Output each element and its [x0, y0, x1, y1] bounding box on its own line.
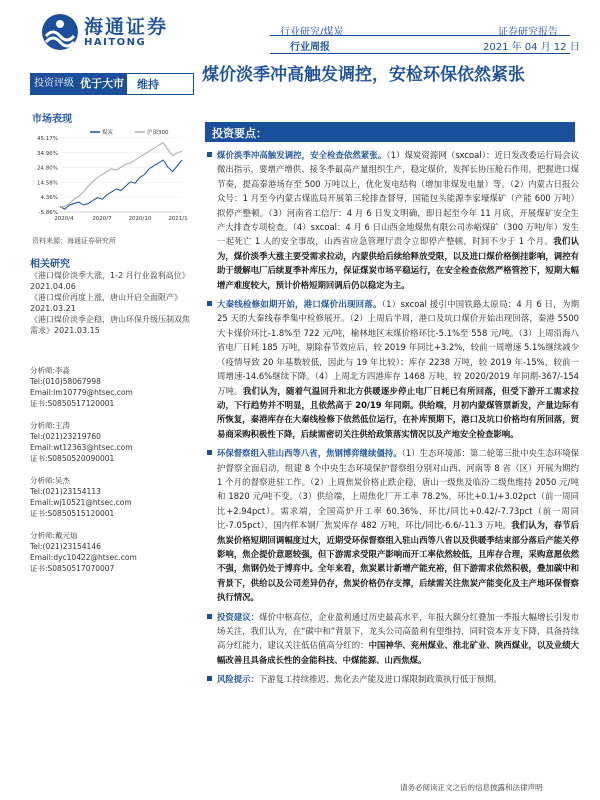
key-point-text: （1）sxcoal 援引中国铁路太原局：4 月 6 日，为期 25 天的大秦线春季集中检修展开。（2）上周后半周，港口及坑口煤价开始出现回落，秦港 5500 大卡煤价环比-1.8%至 722 元/吨，榆林地区末煤价格环比-5.1%至 558 元/吨。（3）上周沿海八省电厂日耗 185 万吨，剔除春节效应后，较 2019 年同比+3.2%，较前一周增速 5.1%继续减少（疫情导致 20 年基数较低，因此与 19 年比较）；库存 2238 万吨，较 2019 年-15%，较前一周增速-14.6%继续下降。（4）上周北方四港库存 1468 万吨，较 2020/2019 年同期-367/-154 万吨。	[217, 299, 579, 396]
x-tick-label: 2020/7	[92, 216, 112, 222]
analyst-tel: Tel:(010)58067998	[30, 377, 101, 386]
haitong-logo-icon	[40, 12, 80, 52]
key-points-body	[207, 148, 579, 692]
analyst-block	[30, 365, 194, 409]
key-point-text: 煤价中枢高位，企业盈利通过历史最高水平，年报大额分红叠加一季报大幅增长引发市场关注，我们认为，在“碳中和”背景下，龙头公司高盈利有望维持，同时资本开支下降，具备持续高分红能力，建议关注低估值高分红的：	[217, 611, 580, 651]
related-item[interactable]: 《港口煤价淡季大涨，1-2 月行业盈利高位》2021.04.06	[30, 271, 190, 291]
related-research-list	[30, 270, 194, 336]
report-header	[0, 0, 600, 62]
company-logo	[40, 12, 200, 56]
key-point-paragraph	[207, 446, 579, 604]
analyst-email[interactable]: Email:wj10521@htsec.com	[30, 498, 132, 507]
key-point-conclusion: 我们认为，春节后焦炭价格短期回调幅度过大，近期受环保督察组入驻山西等八省以及供暖季结束部分落后产能关停影响，焦企提价意愿较强，但下游需求受限产影响而开工率依然较低，且库存合理，采购意愿依然不强，焦钢仍处于博弈中。全年来看，焦炭累计新增产能充裕，但下游需求依然积极，叠加碳中和背景下，供给以及公司差异仍存，焦炭价格仍存支撑，后续需关注焦炭产能变化及主产地环保督察执行情况。	[217, 520, 579, 603]
report-category: 行业研究/煤炭	[280, 27, 344, 38]
y-tick-label: 4.36%	[40, 195, 58, 202]
market-performance-title: 市场表现	[32, 114, 72, 125]
related-research-title: 相关研究	[30, 259, 70, 270]
x-tick-label: 2020/4	[54, 216, 74, 222]
x-tick-label: 2021/1	[168, 216, 188, 222]
rating-value: 优于大市	[77, 74, 127, 94]
analyst-block	[30, 475, 194, 519]
key-point-paragraph	[207, 297, 579, 441]
analyst-cert: 证书:S0850515120001	[30, 509, 115, 518]
logo-english-name: HAITONG	[84, 37, 147, 48]
series-line	[60, 143, 182, 208]
key-point-conclusion: 我们认为，煤价淡季大涨主要受需求拉动，内蒙供给后续给释放受限，以及进口煤价格倒挂影响，调控有助于缓解电厂后续夏季补库压力，保证煤炭市场平稳运行，在安全检查依然严格管控下，短期大幅增产难度较大，预计价格短期回调后仍以稳定为主。	[217, 236, 579, 290]
x-tick-label: 2020/10	[128, 216, 152, 222]
key-points-title: 投资要点：	[212, 127, 267, 140]
key-point-paragraph	[207, 148, 579, 292]
analyst-cert: 证书:S0850517120001	[30, 399, 115, 408]
rating-label: 投资评级	[31, 74, 77, 94]
legend-label: 沪深300	[147, 130, 169, 136]
bullet-icon	[207, 152, 212, 157]
analyst-block	[30, 530, 194, 574]
analyst-name: 分析师:戴元灿	[30, 531, 78, 540]
market-chart-svg	[30, 124, 192, 230]
key-point-heading: 煤价淡季冲高触发调控，安全检查依然紧张。	[217, 150, 387, 160]
key-point-conclusion: 中国神华、兖州煤业、淮北矿业、陕西煤业，以及业绩大幅改善且具备成长性的金能科技、中煤能源、山西焦煤。	[217, 640, 580, 665]
report-title: 煤价淡季冲高触发调控，安检环保依然紧张	[202, 65, 525, 85]
bullet-icon	[207, 676, 212, 681]
key-point-heading: 环保督察组入驻山西等八省，焦钢博弈继续僵持。	[217, 448, 402, 459]
y-tick-label: -5.86%	[38, 210, 58, 216]
related-item[interactable]: 《港口煤价再度上涨，唐山开启全面限产》2021.03.21	[30, 293, 182, 313]
key-point-heading: 投资建议：	[217, 611, 260, 622]
y-tick-label: 24.80%	[37, 165, 58, 172]
legend-label: 煤炭	[102, 130, 114, 136]
key-point-paragraph	[207, 672, 579, 686]
analyst-email[interactable]: Email:wt12363@htsec.com	[30, 443, 133, 452]
key-point-heading: 风险提示：	[217, 674, 259, 685]
bullet-icon	[207, 614, 212, 619]
key-point-text: （1）煤炭资源网（sxcoal）：近日发改委运行局会议微出指示，要增产增供、接冬季最高产量组织生产，稳定煤价，发挥长协压舱石作用，把握进口煤节奏，提高秦港场存至 500 万吨以上，优化发电结构（增加非煤发电量）等。（2）内蒙古日报公众号：1 月至今内蒙古煤监局开展第三轮排查督导，国能包头能源李家壕煤矿（产能 600 万吨）拟停产整顿。（3）河南省工信厅：4 月 6 日发文明确，即日起至今年 11 月底，开展煤矿安全生产大排查专项检查。（4）sxcoal：4 月 6 日山西金地煤焦有限公司赤峪煤矿（300 万吨/年）发生一起死亡 1 人的安全事故，山西省应急管理厅责令立即停产整顿，时间不少于 1 个月。	[217, 150, 580, 247]
key-point-text: （1）生态环境部：第二轮第三批中央生态环境保护督察全面启动，组建 8 个中央生态环境保护督察组分别对山西、河南等 8 省（区）开展为期约 1 个月的督察进驻工作。（2）上周焦炭价格止跌企稳，唐山一级焦及临汾二级焦维持 2050 元/吨和 1820 元/吨不变。（3）供给端，上周焦化厂开工率 78.2%，环比+0.1/+3.02pct（前一周同比+2.94pct）。需求端，全国高炉开工率 60.36%，环比/同比+0.42/-7.73pct（前一周同比-7.05pct），国内样本钢厂焦炭库存 482 万吨，环比/同比-6.6/-11.3 万吨。	[217, 448, 579, 531]
analyst-name: 分析师:王涛	[30, 421, 71, 430]
y-tick-label: 34.96%	[37, 150, 58, 157]
rating-bar	[30, 73, 194, 95]
analyst-tel: Tel:(021)23154146	[30, 542, 101, 551]
related-item[interactable]: 《港口煤价淡季企稳，唐山环保升级压制双焦需求》2021.03.15	[30, 315, 190, 335]
analyst-name: 分析师:李淼	[30, 366, 71, 375]
y-tick-label: 45.17%	[37, 136, 58, 142]
header-divider	[270, 53, 570, 54]
analyst-email[interactable]: Email:lm10779@htsec.com	[30, 388, 133, 397]
analyst-tel: Tel:(021)23154113	[30, 487, 101, 496]
analyst-email[interactable]: Email:dyc10422@htsec.com	[30, 553, 137, 562]
bullet-icon	[207, 450, 212, 455]
key-point-paragraph	[207, 610, 579, 668]
logo-chinese-name: 海通证券	[84, 16, 169, 38]
rating-action: 维持	[137, 78, 159, 91]
key-point-text: 下游复工持续推迟、焦化去产能及进口煤限制政策执行低于预期。	[258, 674, 502, 685]
report-type: 证券研究报告	[498, 27, 558, 38]
analyst-block	[30, 420, 194, 464]
analyst-name: 分析师:吴杰	[30, 476, 71, 485]
market-chart	[30, 124, 192, 230]
key-point-conclusion: 我们认为，随着气温回升和北方供暖逐步停止电厂日耗已有所回落，但受下游开工需求拉动，下行趋势并不明显，且依然高于 20/19 年同期。供给端，月初内蒙煤管票新发，产量边际有所恢复，秦港库存在大秦线检修下依然低位运行，在补库预期下，港口及坑口价格均有所回落，贸易商采购积极性下降，后续需密切关注供给政策落实情况以及产地安全检查影响。	[217, 385, 579, 439]
analyst-cert: 证书:S0850520090001	[30, 454, 115, 463]
footer-disclaimer: 请务必阅读正文之后的信息披露和法律声明	[400, 783, 543, 792]
chart-source: 资料来源：海通证券研究所	[32, 237, 116, 245]
report-subcategory: 行业周报	[290, 42, 330, 53]
report-date: 2021 年 04 月 12 日	[483, 42, 580, 53]
analyst-tel: Tel:(021)23219760	[30, 432, 101, 441]
analyst-cert: 证书:S0850517070007	[30, 564, 115, 573]
key-point-heading: 大秦线检修如期开始，港口煤价出现回落。	[217, 299, 382, 310]
y-tick-label: 14.58%	[37, 180, 58, 187]
bullet-icon	[207, 301, 212, 306]
